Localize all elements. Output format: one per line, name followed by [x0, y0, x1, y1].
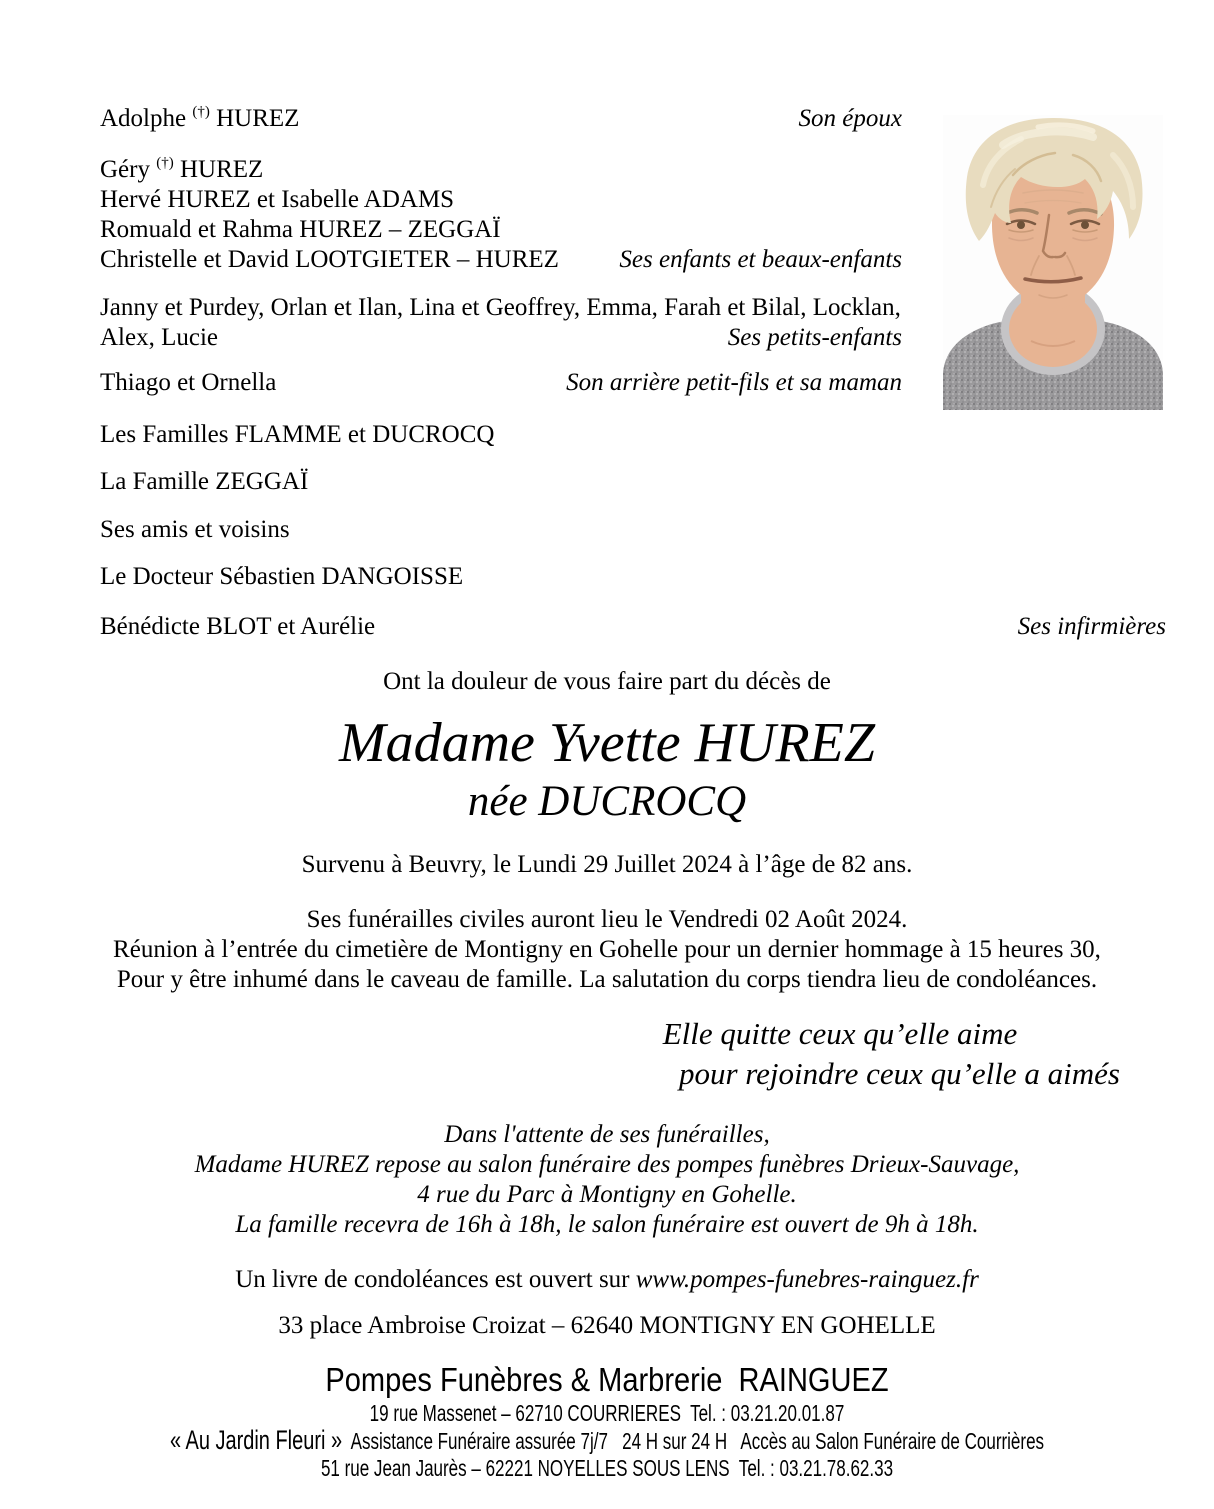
funeral-home-address2: 51 rue Jean Jaurès – 62221 NOYELLES SOUS LENS Tel. : 03.21.78.62.33: [320, 1455, 894, 1481]
funeral-home-services-text: Assistance Funéraire assurée 7j/7 24 H sur 24 H Accès au Salon Funéraire de Courrières: [342, 1428, 1045, 1454]
condolence-book-url: www.pompes-funebres-rainguez.fr: [635, 1266, 979, 1293]
deceased-name: Madame Yvette HUREZ: [338, 712, 876, 774]
death-notice: Survenu à Beuvry, le Lundi 29 Juillet 2024 à l’âge de 82 ans.: [301, 851, 913, 878]
portrait-photo: [943, 115, 1163, 410]
epitaph-quote: [560, 1014, 1120, 1094]
funeral-line: Ses funérailles civiles auront lieu le Vendredi 02 Août 2024.: [306, 906, 908, 933]
funeral-home-address1: 19 rue Massenet – 62710 COURRIERES Tel. : 03.21.20.01.87: [369, 1400, 845, 1426]
mourner-names: [100, 104, 299, 134]
mourner-row-friends: [100, 515, 1166, 545]
funeral-line: Pour y être inhumé dans le caveau de famille. La salutation du corps tiendra lieu de condoléances.: [116, 966, 1098, 993]
maiden-name: née DUCROCQ: [467, 778, 747, 825]
funeral-home-name: Pompes Funèbres & Marbrerie RAINGUEZ: [325, 1361, 889, 1398]
visitation-line: Madame HUREZ repose au salon funéraire des pompes funèbres Drieux-Sauvage,: [194, 1151, 1020, 1178]
relation-label: Son arrière petit-fils et sa maman: [566, 369, 902, 396]
mourner-names: Thiago et Ornella: [100, 369, 277, 396]
left-eye: [1017, 221, 1025, 229]
mourner-names: Christelle et David LOOTGIETER – HUREZ: [100, 246, 559, 273]
visitation-line: Dans l'attente de ses funérailles,: [444, 1121, 770, 1148]
relation-label: Ses infirmières: [1017, 613, 1166, 640]
mourner-names: [100, 155, 263, 185]
funeral-details: [0, 905, 1214, 995]
mourner-row-family: [100, 467, 1166, 497]
mourner-row-doctor: [100, 562, 1166, 592]
deceased-marker: (†): [156, 154, 174, 171]
mourner-row-nurses: [100, 612, 1166, 642]
relation-label: Ses enfants et beaux-enfants: [619, 246, 902, 273]
relation-label: Ses petits-enfants: [727, 324, 902, 351]
mourner-name-part: HUREZ: [209, 105, 300, 132]
mourner-names: Janny et Purdey, Orlan et Ilan, Lina et Geoffrey, Emma, Farah et Bilal, Locklan,: [100, 294, 901, 321]
right-eye: [1081, 221, 1089, 229]
funeral-home-footer: [0, 1360, 1214, 1482]
mourner-names: La Famille ZEGGAÏ: [100, 468, 309, 495]
deceased-marker: (†): [192, 103, 210, 120]
visitation-line: 4 rue du Parc à Montigny en Gohelle.: [417, 1181, 797, 1208]
mourner-names: Bénédicte BLOT et Aurélie: [100, 613, 376, 640]
mourner-names: Romuald et Rahma HUREZ – ZEGGAÏ: [100, 216, 501, 243]
condolence-book-text: Un livre de condoléances est ouvert sur: [235, 1266, 636, 1293]
funeral-home-services: [158, 1427, 1056, 1455]
funeral-line: Réunion à l’entrée du cimetière de Montigny en Gohelle pour un dernier hommage à 15 heures 30,: [113, 936, 1101, 963]
epitaph-line: pour rejoindre ceux qu’elle a aimés: [678, 1056, 1120, 1091]
visitation-line: La famille recevra de 16h à 18h, le salon funéraire est ouvert de 9h à 18h.: [235, 1211, 979, 1238]
mourner-name-part: Adolphe: [100, 105, 193, 132]
mourner-row-families: [100, 420, 1166, 450]
visitation-info: [0, 1120, 1214, 1240]
condolence-book-line: [0, 1265, 1214, 1295]
salon-address: 33 place Ambroise Croizat – 62640 MONTIGNY EN GOHELLE: [278, 1312, 936, 1339]
epitaph-line: Elle quitte ceux qu’elle aime: [662, 1016, 1018, 1051]
mourner-names: Hervé HUREZ et Isabelle ADAMS: [100, 186, 455, 213]
relation-label: Son époux: [798, 105, 902, 132]
mourner-names: Les Familles FLAMME et DUCROCQ: [100, 421, 495, 448]
mourner-name-part: HUREZ: [173, 156, 264, 183]
funeral-home-brand: « Au Jardin Fleuri »: [169, 1425, 343, 1455]
announcement-intro: Ont la douleur de vous faire part du décès de: [383, 668, 831, 695]
announcement-section: [0, 668, 1214, 880]
mourner-names: Alex, Lucie: [100, 324, 219, 351]
mourner-names: Le Docteur Sébastien DANGOISSE: [100, 563, 464, 590]
mourner-names: Ses amis et voisins: [100, 516, 290, 543]
mourner-name-part: Géry: [100, 156, 157, 183]
